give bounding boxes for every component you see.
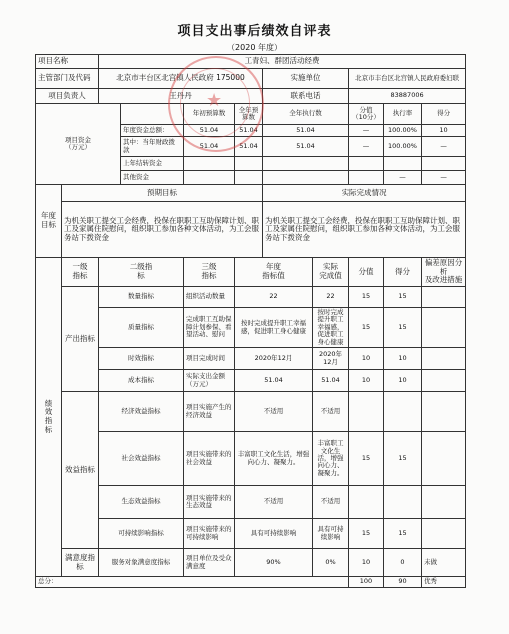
perf-l3: 项目完成时间 — [184, 348, 235, 370]
perf-note — [422, 286, 466, 307]
funds-cell — [384, 157, 422, 171]
funds-cell: — — [422, 137, 466, 157]
dept-label: 主管部门及代码 — [36, 69, 99, 89]
perf-header-score: 分值 — [349, 258, 384, 287]
funds-cell — [235, 157, 263, 171]
unit-value: 北京市丰台区北宫镇人民政府委妇联 — [349, 69, 466, 89]
perf-got: 10 — [384, 370, 422, 392]
funds-cell: 51.04 — [184, 125, 235, 137]
perf-actual: 不适用 — [313, 486, 349, 519]
perf-actual: 22 — [313, 286, 349, 307]
perf-l2: 可持续影响指标 — [99, 519, 184, 549]
perf-score — [349, 486, 384, 519]
perf-target: 不适用 — [235, 392, 313, 432]
perf-actual: 不适用 — [313, 392, 349, 432]
perf-row — [36, 348, 466, 370]
perf-note: 未做 — [422, 549, 466, 577]
perf-l3: 完成职工互助保障计划参保、看望活动、慰问 — [184, 307, 235, 347]
evaluation-table — [35, 54, 466, 588]
funds-label: 项目资金 （万元） — [36, 104, 121, 185]
funds-cell: 51.04 — [184, 137, 235, 157]
total-label: 总分： — [36, 577, 349, 587]
perf-header-row — [36, 258, 466, 287]
output-indicator-label: 产出指标 — [62, 286, 99, 391]
perf-got: 0 — [384, 549, 422, 577]
funds-cell: — — [384, 171, 422, 185]
goal-label: 年度 目标 — [36, 185, 62, 258]
total-grade: 优秀 — [422, 577, 466, 587]
perf-row — [36, 519, 466, 549]
perf-score: 10 — [349, 370, 384, 392]
dept-value: 北京市丰台区北宫镇人民政府 175000 — [99, 69, 263, 89]
perf-header-l2: 二级指 标 — [99, 258, 184, 287]
perf-note — [422, 432, 466, 486]
goal-expected-text: 为机关职工提交工会经费，投保在职职工互助保障计划、职工及家属住院慰问，组织职工参加各种文体活动，为工会服务站下拨资金 — [62, 202, 263, 258]
owner-value: 王丹丹 — [99, 89, 263, 104]
perf-header-got: 得分 — [384, 258, 422, 287]
perf-l3: 项目单位及受众满意度 — [184, 549, 235, 577]
perf-actual: 51.04 — [313, 370, 349, 392]
funds-header-a: 年初预算数 — [184, 104, 235, 125]
perf-l2: 质量指标 — [99, 307, 184, 347]
funds-cell: — — [349, 125, 384, 137]
funds-cell — [422, 157, 466, 171]
perf-actual: 0% — [313, 549, 349, 577]
perf-target: 按时完成提升职工幸福感，促进职工身心健康 — [235, 307, 313, 347]
funds-cell — [184, 171, 235, 185]
perf-target: 51.04 — [235, 370, 313, 392]
perf-header-l3: 三级 指标 — [184, 258, 235, 287]
funds-cell: 10 — [422, 125, 466, 137]
perf-l2: 社会效益指标 — [99, 432, 184, 486]
funds-cell: 51.04 — [235, 125, 263, 137]
perf-actual: 丰富职工文化生活，增强向心力、凝聚力。 — [313, 432, 349, 486]
perf-target: 2020年12月 — [235, 348, 313, 370]
satisfaction-indicator-label: 满意度指标 — [62, 549, 99, 577]
perf-row — [36, 286, 466, 307]
perf-header-note: 偏差原因分析 及改进措施 — [422, 258, 466, 287]
form-year: （2020 年度） — [227, 43, 282, 52]
perf-l2: 时效指标 — [99, 348, 184, 370]
total-row — [36, 577, 466, 587]
perf-l2: 数量指标 — [99, 286, 184, 307]
perf-note — [422, 486, 466, 519]
funds-row-label: 其他资金 — [121, 171, 184, 185]
funds-row-label: 年度资金总额： — [121, 125, 184, 137]
funds-cell — [349, 157, 384, 171]
goal-content-row — [36, 202, 466, 258]
project-name-value: 工青妇、群团活动经费 — [99, 55, 466, 69]
perf-row — [36, 486, 466, 519]
funds-cell: 100.00% — [384, 137, 422, 157]
funds-cell: — — [349, 137, 384, 157]
perf-note — [422, 348, 466, 370]
funds-row-label: 其中：当年财政拨款 — [121, 137, 184, 157]
perf-l2: 服务对象满意度指标 — [99, 549, 184, 577]
perf-got: 10 — [384, 348, 422, 370]
perf-note — [422, 392, 466, 432]
goal-actual-text: 为机关职工提交工会经费，投保在职职工互助保障计划、职工及家属住院慰问，组织职工参加各种文体活动，为工会服务站下拨资金 — [263, 202, 466, 258]
funds-cell — [263, 157, 349, 171]
funds-cell: 100.00% — [384, 125, 422, 137]
perf-got: 15 — [384, 307, 422, 347]
perf-score: 15 — [349, 286, 384, 307]
funds-header-b: 全年预算数 — [235, 104, 263, 125]
perf-got — [384, 392, 422, 432]
perf-l2: 成本指标 — [99, 370, 184, 392]
perf-score: 10 — [349, 348, 384, 370]
perf-got: 15 — [384, 286, 422, 307]
perf-got: 15 — [384, 432, 422, 486]
row-dept — [36, 69, 466, 89]
perf-label: 绩 效 指 标 — [36, 258, 62, 577]
perf-note — [422, 370, 466, 392]
owner-label: 项目负责人 — [36, 89, 99, 104]
perf-l2: 生态效益指标 — [99, 486, 184, 519]
perf-score: 15 — [349, 307, 384, 347]
goal-expected-header: 预期目标 — [62, 185, 263, 202]
funds-header-f: 得分 — [422, 104, 466, 125]
funds-header-row — [36, 104, 466, 125]
funds-cell — [235, 171, 263, 185]
project-name-label: 项目名称 — [36, 55, 99, 69]
row-owner — [36, 89, 466, 104]
perf-row — [36, 370, 466, 392]
perf-actual: 2020年12月 — [313, 348, 349, 370]
row-project-name — [36, 55, 466, 69]
perf-score — [349, 392, 384, 432]
perf-got — [384, 486, 422, 519]
funds-cell: 51.04 — [263, 125, 349, 137]
funds-header-blank — [121, 104, 184, 125]
perf-target: 22 — [235, 286, 313, 307]
funds-cell: 51.04 — [235, 137, 263, 157]
funds-cell — [263, 171, 349, 185]
perf-target: 具有可持续影响 — [235, 519, 313, 549]
perf-score: 15 — [349, 432, 384, 486]
funds-cell — [349, 171, 384, 185]
perf-actual: 具有可持续影响 — [313, 519, 349, 549]
perf-row — [36, 432, 466, 486]
goal-header-row — [36, 185, 466, 202]
total-got: 90 — [384, 577, 422, 587]
perf-l3: 项目实施带来的生态效益 — [184, 486, 235, 519]
funds-header-c: 全年执行数 — [263, 104, 349, 125]
funds-cell: 51.04 — [263, 137, 349, 157]
perf-note — [422, 519, 466, 549]
goal-actual-header: 实际完成情况 — [263, 185, 466, 202]
form-title: 项目支出事后绩效自评表 — [177, 24, 332, 39]
perf-score: 10 — [349, 549, 384, 577]
perf-l3: 组织活动数量 — [184, 286, 235, 307]
seal-star-icon: ★ — [206, 90, 223, 111]
funds-header-d: 分值 （10分） — [349, 104, 384, 125]
perf-l3: 项目实施带来的社会效益 — [184, 432, 235, 486]
perf-row — [36, 307, 466, 347]
perf-row-satisfaction — [36, 549, 466, 577]
perf-target: 丰富职工文化生活，增强向心力、凝聚力。 — [235, 432, 313, 486]
perf-note — [422, 307, 466, 347]
perf-header-target: 年度 指标值 — [235, 258, 313, 287]
funds-header-e: 执行率 — [384, 104, 422, 125]
perf-l2: 经济效益指标 — [99, 392, 184, 432]
perf-l3: 项目实施带来的可持续影响 — [184, 519, 235, 549]
benefit-indicator-label: 效益指标 — [62, 392, 99, 549]
perf-row — [36, 392, 466, 432]
unit-label: 实施单位 — [263, 69, 349, 89]
perf-l3: 项目实施产生的经济效益 — [184, 392, 235, 432]
funds-row-label: 上年结转资金 — [121, 157, 184, 171]
perf-header-actual: 实际 完成值 — [313, 258, 349, 287]
funds-cell — [184, 157, 235, 171]
perf-actual: 按时完成提升职工幸福感，促进职工身心健康 — [313, 307, 349, 347]
perf-header-l1: 一级 指标 — [62, 258, 99, 287]
funds-cell: — — [422, 171, 466, 185]
phone-value: 83887006 — [349, 89, 466, 104]
perf-target: 90% — [235, 549, 313, 577]
perf-l3: 实际支出金额（万元） — [184, 370, 235, 392]
phone-label: 联系电话 — [263, 89, 349, 104]
perf-target: 不适用 — [235, 486, 313, 519]
perf-got: 15 — [384, 519, 422, 549]
perf-score: 15 — [349, 519, 384, 549]
total-score: 100 — [349, 577, 384, 587]
